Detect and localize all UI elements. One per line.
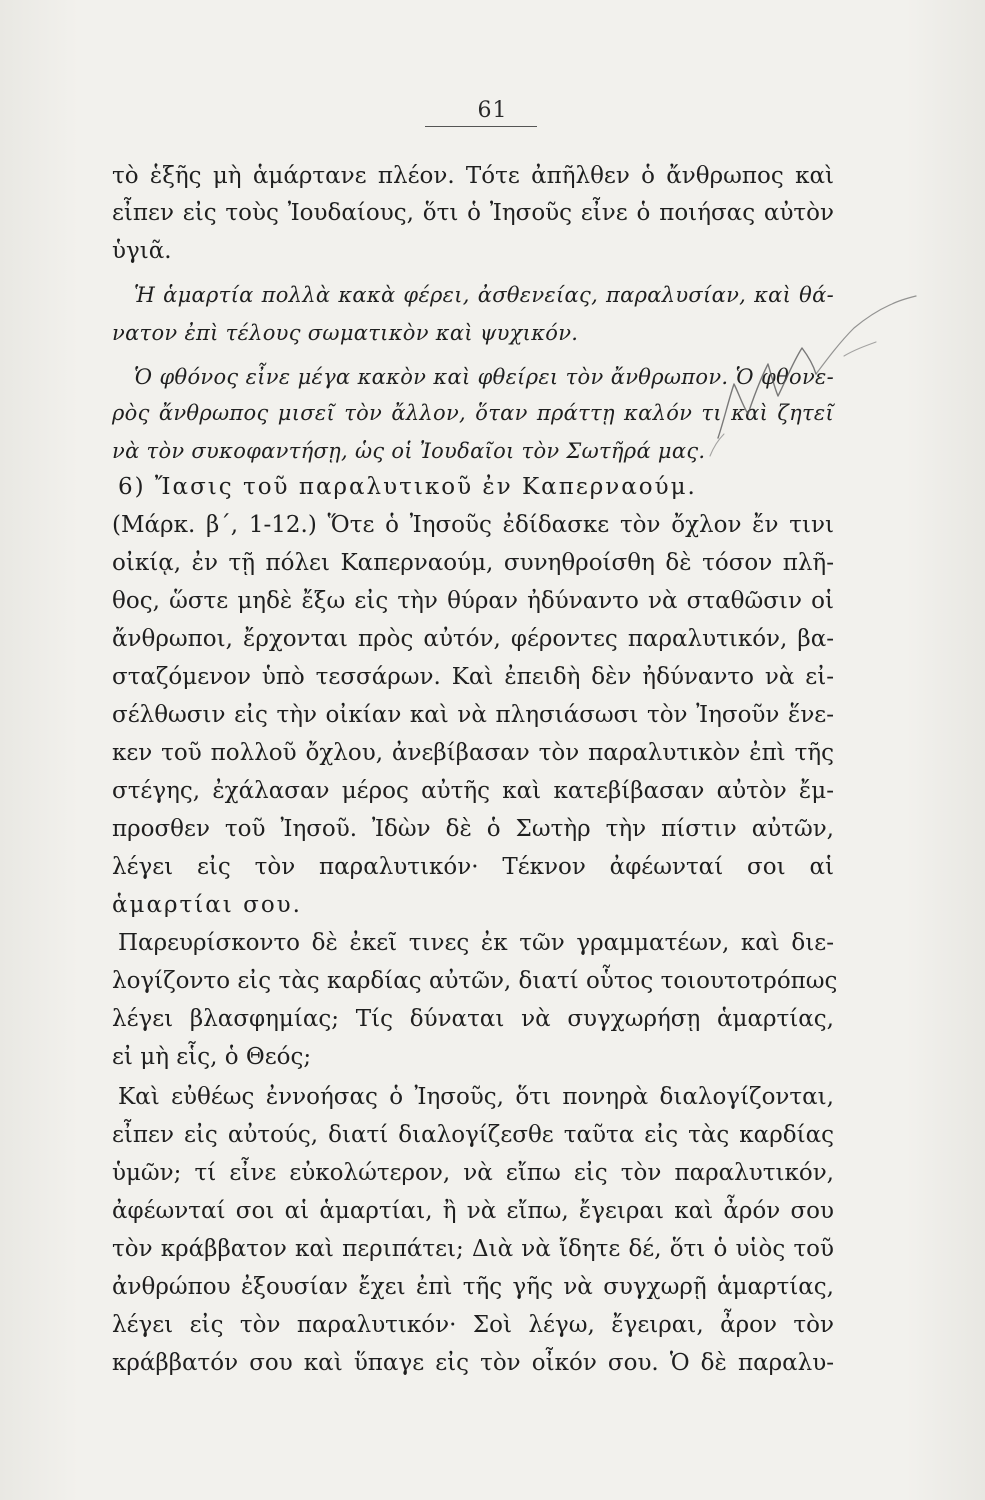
text-line: εἶπεν εἰς αὐτούς, διατί διαλογίζεσθε ταῦτα εἰς τὰς καρδίας [112, 1122, 834, 1148]
italic-line: ρὸς ἄνθρωπος μισεῖ τὸν ἄλλον, ὅταν πράττῃ καλόν τι καὶ ζητεῖ [112, 401, 834, 425]
text-line: θος, ὥστε μηδὲ ἔξω εἰς τὴν θύραν ἠδύναντο νὰ σταθῶσιν οἱ [112, 588, 834, 614]
italic-line: Ἡ ἁμαρτία πολλὰ κακὰ φέρει, ἀσθενείας, παραλυσίαν, καὶ θά- [134, 283, 834, 307]
italic-line: νὰ τὸν συκοφαντήσῃ, ὡς οἱ Ἰουδαῖοι τὸν Σωτῆρά μας. [112, 439, 706, 463]
text-line: τὸ ἑξῆς μὴ ἁμάρτανε πλέον. Τότε ἀπῆλθεν ὁ ἄνθρωπος καὶ [112, 163, 834, 189]
text-line: προσθεν τοῦ Ἰησοῦ. Ἰδὼν δὲ ὁ Σωτὴρ τὴν πίστιν αὐτῶν, [112, 816, 834, 842]
italic-line: Ὁ φθόνος εἶνε μέγα κακὸν καὶ φθείρει τὸν ἄνθρωπον. Ὁ φθονε- [134, 365, 834, 389]
text-line: λέγει εἰς τὸν παραλυτικόν· Τέκνον ἀφέωνταί σοι αἱ [112, 854, 834, 880]
text-line: ἁμαρτίαι σου. [112, 892, 302, 918]
text-line: εἰ μὴ εἷς, ὁ Θεός; [112, 1044, 312, 1070]
text-line: οἰκίᾳ, ἐν τῇ πόλει Καπερναούμ, συνηθροίσθη δὲ τόσον πλῆ- [112, 550, 834, 576]
text-line: Παρευρίσκοντο δὲ ἐκεῖ τινες ἐκ τῶν γραμματέων, καὶ διε- [118, 930, 834, 956]
text-line: ὑμῶν; τί εἶνε εὐκολώτερον, νὰ εἴπω εἰς τὸν παραλυτικόν, [112, 1160, 834, 1186]
text-line: λέγει εἰς τὸν παραλυτικόν· Σοὶ λέγω, ἔγειραι, ἆρον τὸν [112, 1312, 834, 1338]
text-line: (Μάρκ. β΄, 1-12.) Ὅτε ὁ Ἰησοῦς ἐδίδασκε τὸν ὄχλον ἔν τινι [112, 512, 834, 538]
section-heading: 6) Ἴασις τοῦ παραλυτικοῦ ἐν Καπερναούμ. [118, 474, 697, 500]
italic-line: νατον ἐπὶ τέλους σωματικὸν καὶ ψυχικόν. [112, 321, 579, 345]
text-line: λογίζοντο εἰς τὰς καρδίας αὐτῶν, διατί οὗτος τοιουτοτρόπως [112, 968, 838, 994]
text-line: σταζόμενον ὑπὸ τεσσάρων. Καὶ ἐπειδὴ δὲν ἠδύναντο νὰ εἰ- [112, 664, 834, 690]
text-line: λέγει βλασφημίας; Τίς δύναται νὰ συγχωρήσῃ ἁμαρτίας, [112, 1006, 834, 1032]
text-line: εἶπεν εἰς τοὺς Ἰουδαίους, ὅτι ὁ Ἰησοῦς εἶνε ὁ ποιήσας αὐτὸν [112, 200, 834, 226]
text-line: κράββατόν σου καὶ ὕπαγε εἰς τὸν οἶκόν σου. Ὁ δὲ παραλυ- [112, 1350, 834, 1376]
page-number: 61 [477, 98, 508, 123]
header-rule [425, 126, 537, 127]
text-line: σέλθωσιν εἰς τὴν οἰκίαν καὶ νὰ πλησιάσωσι τὸν Ἰησοῦν ἕνε- [112, 702, 834, 728]
text-line: ἀφέωνταί σοι αἱ ἁμαρτίαι, ἢ νὰ εἴπω, ἔγειραι καὶ ἆρόν σου [112, 1198, 834, 1224]
text-line: κεν τοῦ πολλοῦ ὄχλου, ἀνεβίβασαν τὸν παραλυτικὸν ἐπὶ τῆς [112, 740, 834, 766]
text-line: ἀνθρώπου ἐξουσίαν ἔχει ἐπὶ τῆς γῆς νὰ συγχωρῇ ἁμαρτίας, [112, 1274, 834, 1300]
text-line: Καὶ εὐθέως ἐννοήσας ὁ Ἰησοῦς, ὅτι πονηρὰ διαλογίζονται, [118, 1084, 834, 1110]
text-line: ὑγιᾶ. [112, 238, 172, 264]
text-line: στέγης, ἐχάλασαν μέρος αὐτῆς καὶ κατεβίβασαν αὐτὸν ἔμ- [112, 778, 834, 804]
text-line: τὸν κράββατον καὶ περιπάτει; Διὰ νὰ ἴδητε δέ, ὅτι ὁ υἱὸς τοῦ [112, 1236, 834, 1262]
text-line: ἄνθρωποι, ἔρχονται πρὸς αὐτόν, φέροντες παραλυτικόν, βα- [112, 626, 834, 652]
